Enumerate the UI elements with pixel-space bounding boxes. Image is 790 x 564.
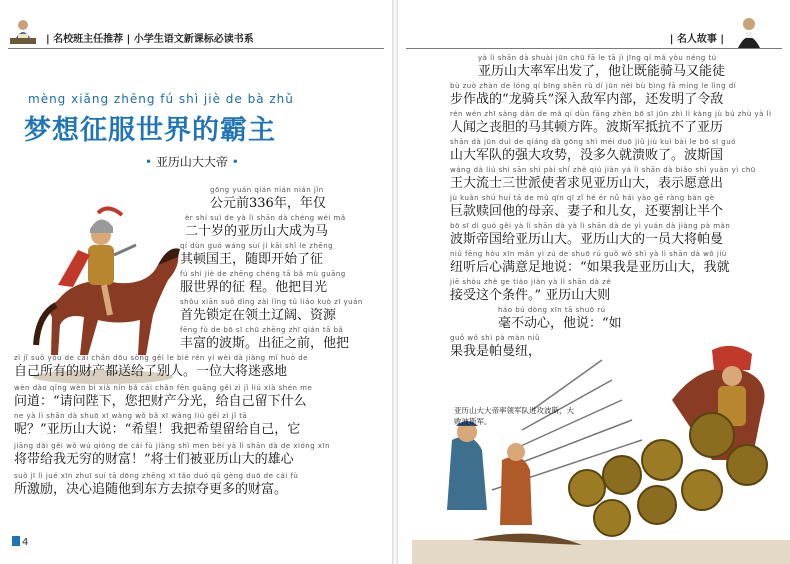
chinese-text: 毫不动心，他说：“如	[498, 316, 622, 331]
subtitle-dot-left: •	[145, 155, 153, 169]
left-text-line	[180, 242, 333, 268]
pinyin-annotation: bù zuò zhàn de lóng qí bīng shēn rù dí jūn nèi bù bìng fā míng le lìng dí	[450, 82, 737, 90]
pinyin-annotation: háo bú dòng xīn tā shuō rú	[498, 306, 606, 314]
portrait-figure-icon	[734, 16, 764, 48]
battle-illustration	[412, 340, 790, 564]
pinyin-annotation: wèn dào qǐng wèn bì xià nín bǎ cái chǎn fēn guāng gěi zì jǐ liú xià shén me	[14, 384, 313, 392]
chinese-text: 所激励，决心追随他到东方去掠夺更多的财富。	[14, 482, 288, 497]
chinese-text: 纽听后心满意足地说：“如果我是亚历山大，我就	[450, 260, 730, 275]
left-text-line	[180, 298, 363, 324]
right-text-line	[450, 278, 611, 304]
subtitle-text: 亚历山大大帝	[155, 155, 228, 169]
left-text-line	[14, 354, 308, 380]
page-title: 梦想征服世界的霸主	[24, 115, 276, 146]
left-header	[8, 26, 384, 49]
pinyin-annotation: guǒ wǒ shì pà màn niǔ	[450, 334, 540, 342]
pinyin-annotation: shān dà jūn duì de qiáng dà gōng shì méi duō jiǔ jiù kuì bài le bō sī guó	[450, 138, 736, 146]
chinese-text: 服世界的征 程。他把目光	[180, 280, 328, 295]
page-number	[12, 536, 28, 548]
chinese-text: 问道：“请问陛下，您把财产分光，给自己留下什么	[14, 394, 307, 409]
chinese-text: 果我是帕曼纽，	[450, 344, 542, 359]
chinese-text: 首先锁定在领土辽阔、资源	[180, 308, 337, 323]
pinyin-annotation: yà lì shān dà shuài jūn chū fā le tā jì jīng qí mǎ yòu néng tú	[478, 54, 717, 62]
chinese-text: 步作战的“龙骑兵”深入敌军内部，还发明了令敌	[450, 92, 724, 107]
pinyin-annotation: fēng fù de bō sī chū zhēng zhī qián tā bǎ	[180, 326, 344, 334]
pinyin-annotation: jiāng dài gěi wǒ wú qióng de cái fù jiàng shì men bèi yà lì shān dà de xióng xīn	[14, 442, 330, 450]
scholar-reading-icon	[8, 16, 38, 48]
pinyin-annotation: niǔ fēng hòu xīn mǎn yì zú de shuō rú guǒ wǒ shì yà lì shān dà wǒ jiù	[450, 250, 727, 258]
subtitle-dot-right: •	[231, 155, 239, 169]
left-text-line	[14, 384, 312, 410]
title-pinyin: mèng xiǎng zhēng fú shì jiè de bà zhǔ	[28, 92, 294, 106]
left-text-line	[210, 186, 326, 212]
left-text-line	[14, 442, 330, 468]
chinese-text: 二十岁的亚历山大成为马	[185, 224, 329, 239]
pinyin-annotation: ne yà lì shān dà shuō xī wàng wǒ bǎ xī wàng liú gěi zì jǐ tā	[14, 412, 248, 420]
right-text-line	[450, 166, 756, 192]
left-text-line	[185, 214, 346, 240]
right-text-line	[478, 54, 725, 80]
left-text-line	[180, 326, 349, 352]
pinyin-annotation: qí dùn guó wáng suí jí kāi shǐ le zhēng	[180, 242, 334, 250]
page-number-text: 4	[22, 537, 29, 548]
chinese-text: 将带给我无穷的财富！”将士们被亚历山大的雄心	[14, 452, 294, 467]
pinyin-annotation: gōng yuán qián nián nián jǐn	[210, 186, 324, 194]
right-text-line	[450, 138, 736, 164]
left-page	[0, 0, 392, 564]
series-title: | 名校班主任推荐 | 小学生语文新课标必读书系	[46, 34, 254, 45]
right-text-line	[450, 194, 723, 220]
pinyin-annotation: fú shì jiè de zhēng chéng tā bǎ mù guāng	[180, 270, 346, 278]
chinese-text: 呢？”亚历山大说：“希望！我把希望留给自己，它	[14, 422, 301, 437]
pinyin-annotation: jù kuǎn shú huí tā de mǔ qīn qī zǐ hé ér nǚ hái yào gē ràng bàn gè	[450, 194, 715, 202]
chinese-text: 山大军队的强大攻势，没多久就溃败了。波斯国	[450, 148, 724, 163]
left-text-line	[14, 412, 300, 438]
chinese-text: 接受这个条件。” 亚历山大则	[450, 288, 611, 303]
chinese-text: 亚历山大率军出发了，他让既能骑马又能徒	[478, 64, 726, 79]
chinese-text: 公元前336年，年仅	[210, 196, 326, 211]
chinese-text: 巨款赎回他的母亲、妻子和儿女，还要割让半个	[450, 204, 724, 219]
chinese-text: 丰富的波斯。出征之前，他把	[180, 336, 350, 351]
right-text-line	[450, 250, 730, 276]
pinyin-annotation: shǒu xiān suǒ dìng zài lǐng tǔ liáo kuò zī yuán	[180, 298, 363, 306]
chinese-text: 波斯帝国给亚历山大。亚历山大的一员大将帕曼	[450, 232, 724, 247]
right-text-line	[450, 82, 736, 108]
right-text-line	[498, 306, 622, 332]
section-title: | 名人故事 |	[669, 34, 724, 45]
left-text-line	[14, 472, 298, 498]
pinyin-annotation: zì jǐ suǒ yǒu de cái chǎn dōu sòng gěi le bié rén yí wèi dà jiàng mǐ huò de	[14, 354, 308, 362]
chinese-text: 王大流士三世派使者求见亚历山大，表示愿意出	[450, 176, 724, 191]
pinyin-annotation: bō sī dì guó gěi yà lì shān dà yà lì shān dà de yì yuán dà jiàng pà màn	[450, 222, 731, 230]
pinyin-annotation: wáng dà liú shì sān shì pài shǐ zhě qiú jiàn yà lì shān dà biǎo shì yuàn yì chū	[450, 166, 756, 174]
right-page	[398, 0, 790, 564]
subtitle	[145, 153, 239, 170]
right-text-line	[450, 110, 772, 136]
right-text-line	[450, 222, 730, 248]
chinese-text: 其顿国王，随即开始了征	[180, 252, 324, 267]
pinyin-annotation: èr shí suì de yà lì shān dà chéng wéi mǎ	[185, 214, 346, 222]
right-header	[406, 26, 782, 49]
left-text-line	[180, 270, 346, 296]
chinese-text: 自己所有的财产都送给了别人。一位大将迷惑地	[14, 364, 288, 379]
page-number-bar	[12, 536, 20, 546]
illustration-caption: 亚历山大大帝率领军队进攻波斯，大败波斯军。	[454, 406, 574, 426]
chinese-text: 人闻之丧胆的马其顿方阵。波斯军抵抗不了亚历	[450, 120, 724, 135]
pinyin-annotation: suǒ jī lì jué xīn zhuī suí tā dōng zhēng xī tǎo duó qǔ gèng duō de cái fù	[14, 472, 299, 480]
pinyin-annotation: rén wén zhī sàng dǎn de mǎ qí dùn fāng zhèn bō sī jūn zhì lì kàng jù bú zhù yà lì	[450, 110, 772, 118]
pinyin-annotation: jiē shòu zhè ge tiáo jiàn yà lì shān dà zé	[450, 278, 612, 286]
